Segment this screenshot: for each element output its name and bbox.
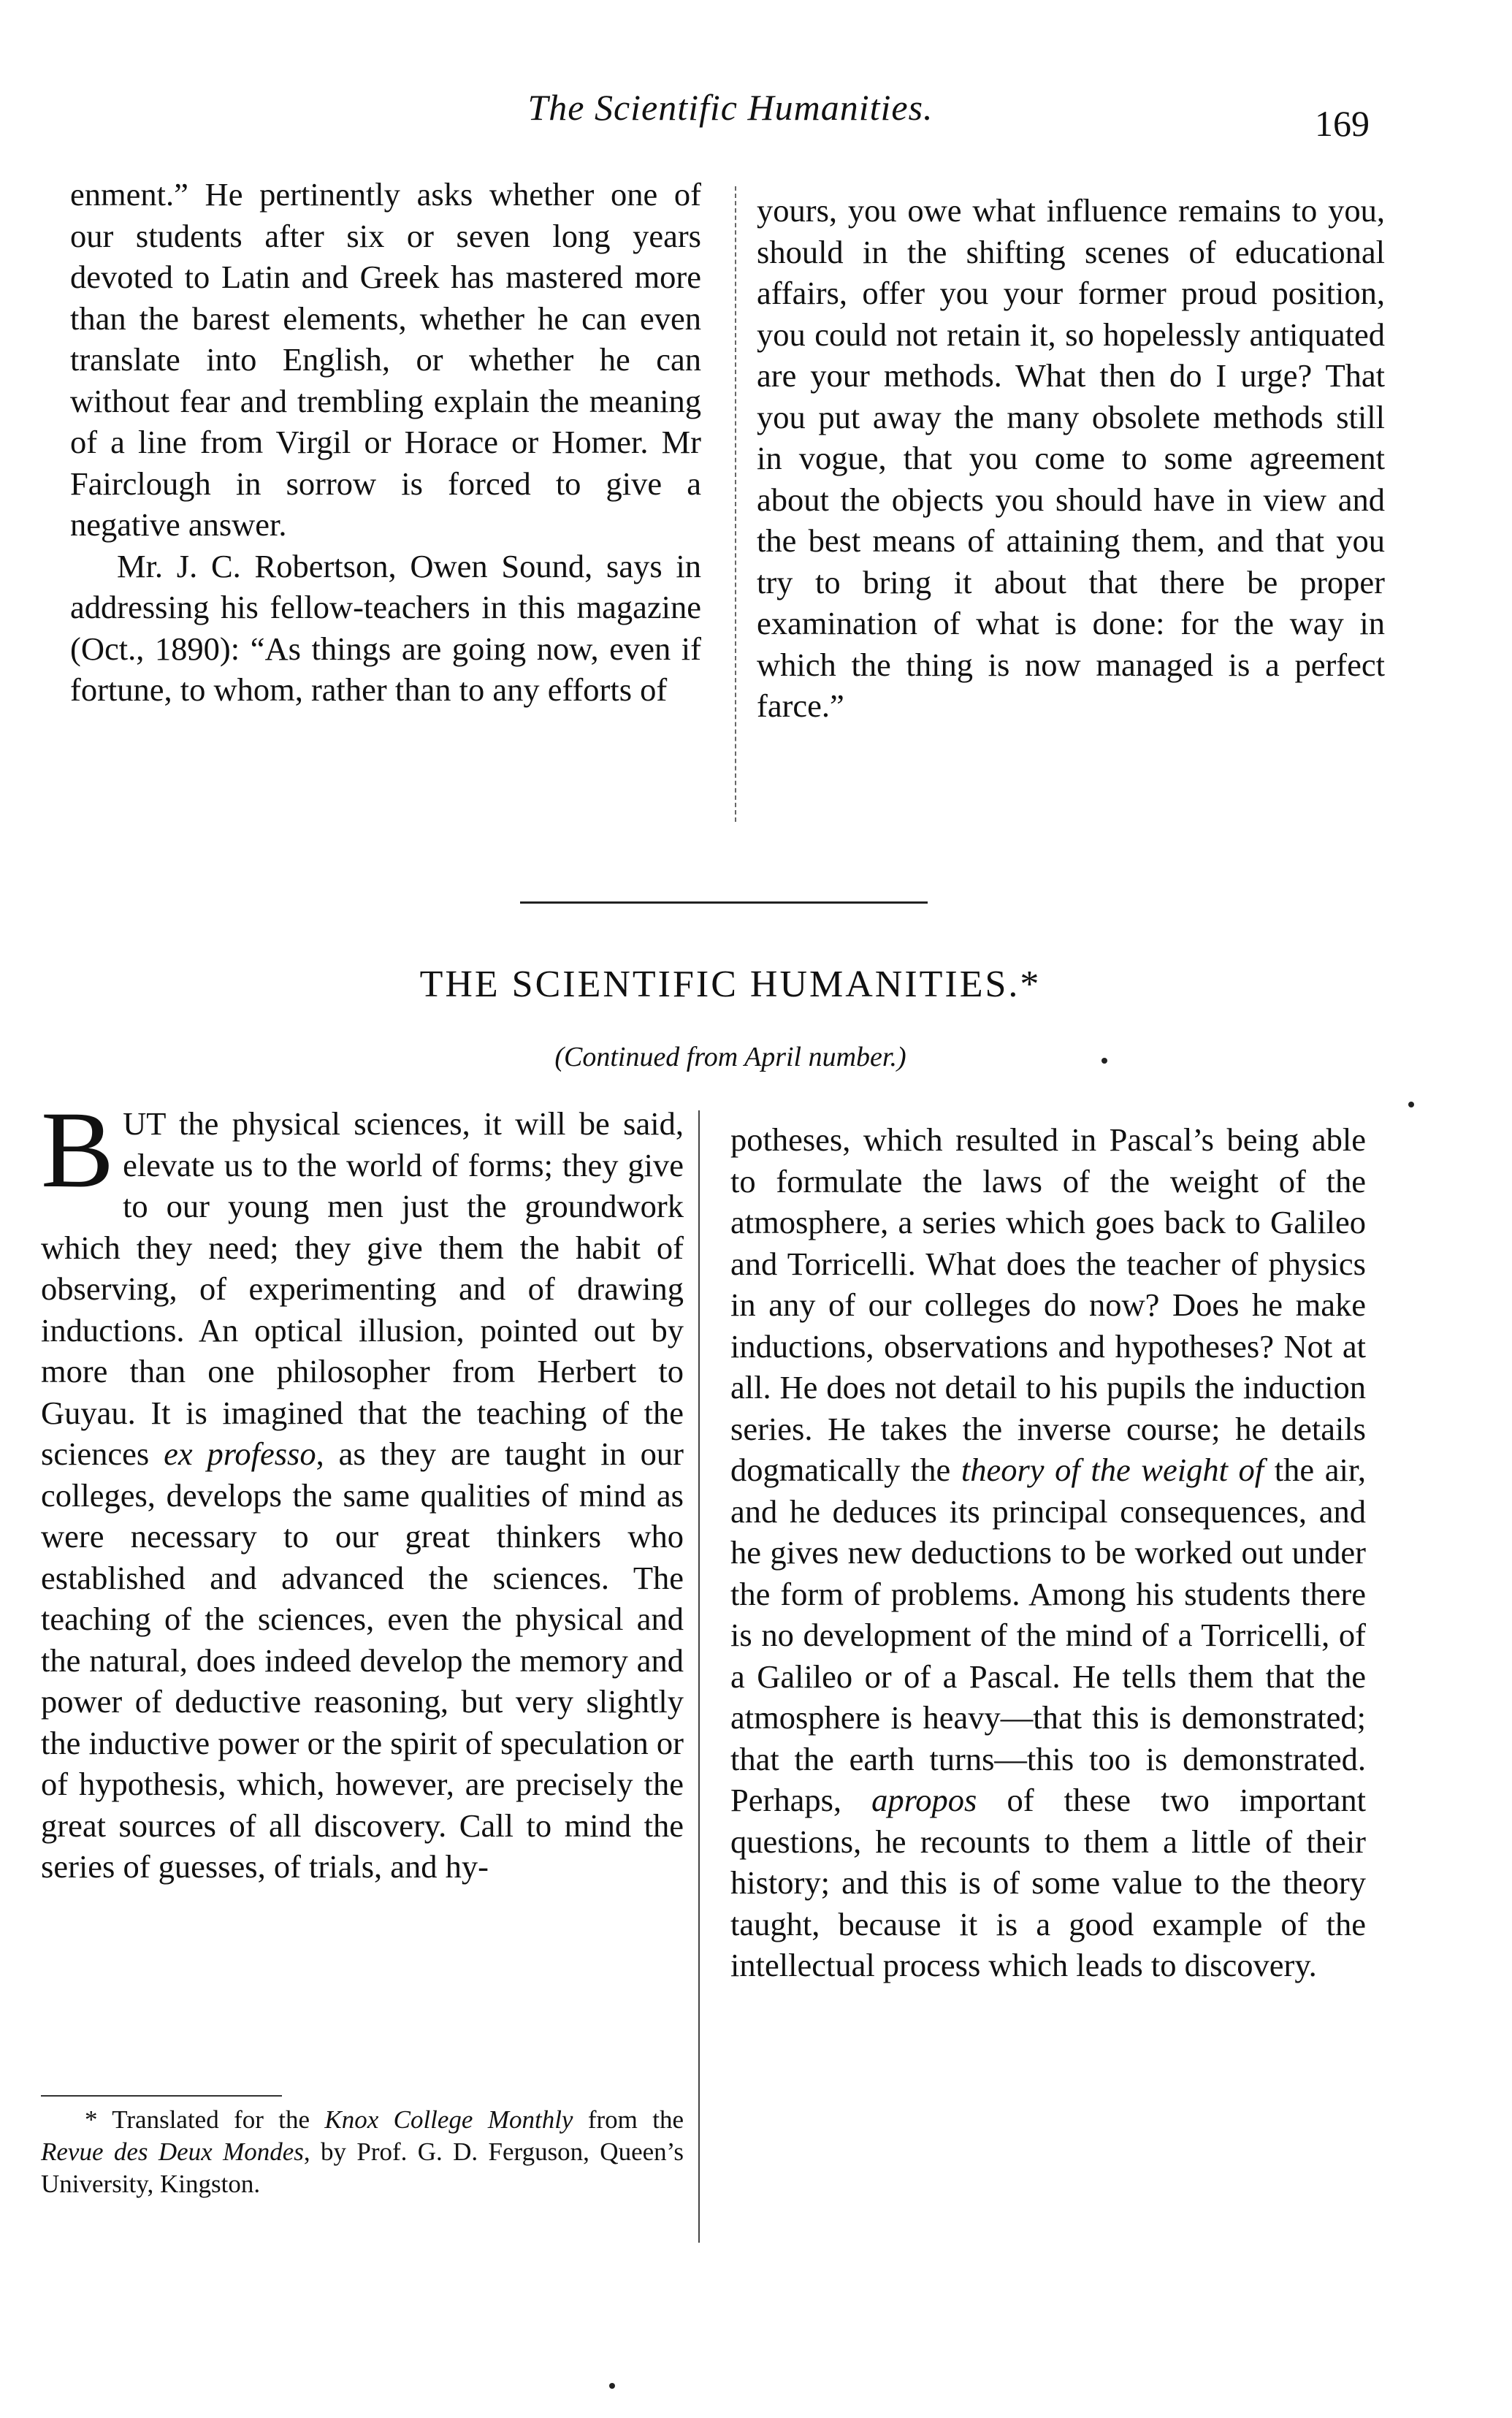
opening-text-b: , as they are taught in our colleges, develops the same qualities of mind as were necessary to our great thinkers who established and advanced the sciences. The teaching of the sciences, even the physical and the natural, does indeed develop the memory and power of deductive reasoning, but very slightly the inductive power or the spirit of speculation or of hypothesis, which, however, are precisely the great sources of all discovery. Call to mind the series of guesses, of trials, and hy- bbox=[41, 1435, 684, 1885]
continued-note: (Continued from April number.) bbox=[554, 1042, 906, 1072]
continuation-italic-1: theory of the weight of bbox=[961, 1452, 1264, 1488]
footnote-text-b: from the bbox=[573, 2105, 684, 2134]
footnote-text-c: , by Prof. G. D. Ferguson, Queen’s University, Kingston. bbox=[41, 2137, 684, 2198]
bottom-right-column bbox=[730, 1119, 1366, 1986]
print-fleck bbox=[1101, 1058, 1107, 1064]
footnote bbox=[41, 2104, 684, 2200]
opening-text-italic: ex professo bbox=[164, 1435, 316, 1472]
section-divider bbox=[520, 901, 928, 904]
continuation-text-b: the air, and he deduces its principal consequences, and he gives new deductions to be worked out under the form of problems. Among his students there is no development of the mind of a Torricelli, of a Galileo or of a Pascal. He tells them that the atmosphere is heavy—that this is demonstrated; that the earth turns—this too is demonstrated. Perhaps, bbox=[730, 1452, 1366, 1818]
bottom-left-column bbox=[41, 1089, 684, 1888]
footnote-source: Revue des Deux Mondes bbox=[41, 2137, 304, 2166]
running-title: The Scientific Humanities. bbox=[527, 87, 933, 128]
footnote-journal: Knox College Monthly bbox=[324, 2105, 573, 2134]
top-right-column bbox=[757, 190, 1385, 727]
footnote-divider bbox=[41, 2095, 282, 2097]
print-fleck bbox=[1408, 1102, 1414, 1107]
footnote-text-a: * Translated for the bbox=[85, 2105, 325, 2134]
article-title: THE SCIENTIFIC HUMANITIES.* bbox=[419, 964, 1042, 1005]
print-fleck bbox=[609, 2383, 615, 2389]
opening-paragraph bbox=[41, 1089, 684, 1888]
continuation-paragraph bbox=[730, 1119, 1366, 1986]
page-number: 169 bbox=[1315, 103, 1370, 144]
continuation-text-c: of these two important questions, he recounts to them a little of their history; and this is of some value to the theory taught, because it is a good example of the intellectual process which leads to discovery. bbox=[730, 1782, 1366, 1983]
continuation-text-a: potheses, which resulted in Pascal’s being able to formulate the laws of the weight of the atmosphere, a series which goes back to Galileo and Torricelli. What does the teacher of physics in any of our colleges do now? Does he make inductions, observations and hypotheses? Not at all. He does not detail to his pupils the induction series. He takes the inverse course; he details dogmatically the bbox=[730, 1121, 1366, 1488]
top-left-column bbox=[70, 174, 701, 711]
top-left-paragraph-1: enment.” He pertinently asks whether one of our students after six or seven long years devoted to Latin and Greek has mastered more than the barest elements, whether he can even translate into English, or whether he can without fear and trembling explain the meaning of a line from Virgil or Horace or Homer. Mr Fairclough in sorrow is forced to give a negative answer. bbox=[70, 176, 701, 543]
top-right-paragraph-1: yours, you owe what influence remains to you, should in the shifting scenes of educational affairs, offer you your former proud position, you could not retain it, so hopelessly antiquated are your methods. What then do I urge? That you put away the many obsolete methods still in vogue, that you come to some agreement about the objects you should have in view and the best means of attaining them, and that you try to bring it about that there be proper examination of what is done: for the way in which the thing is now managed is a perfect farce.” bbox=[757, 192, 1385, 724]
top-left-paragraph-2: Mr. J. C. Robertson, Owen Sound, says in addressing his fellow-teachers in this magazine (Oct., 1890): “As things are going now, even if fortune, to whom, rather than to any efforts of bbox=[70, 547, 701, 708]
opening-text-a: UT the physical sciences, it will be said, elevate us to the world of forms; they give to our young men just the groundwork which they need; they give them the habit of observing, of experimenting and of drawing inductions. An optical illusion, pointed out by more than one philosopher from Herbert to Guyau. It is imagined that the teaching of the sciences bbox=[41, 1105, 684, 1472]
top-column-divider bbox=[735, 186, 736, 822]
bottom-column-divider bbox=[698, 1110, 700, 2243]
drop-cap: B bbox=[41, 1089, 115, 1210]
continuation-italic-2: apropos bbox=[871, 1782, 977, 1818]
